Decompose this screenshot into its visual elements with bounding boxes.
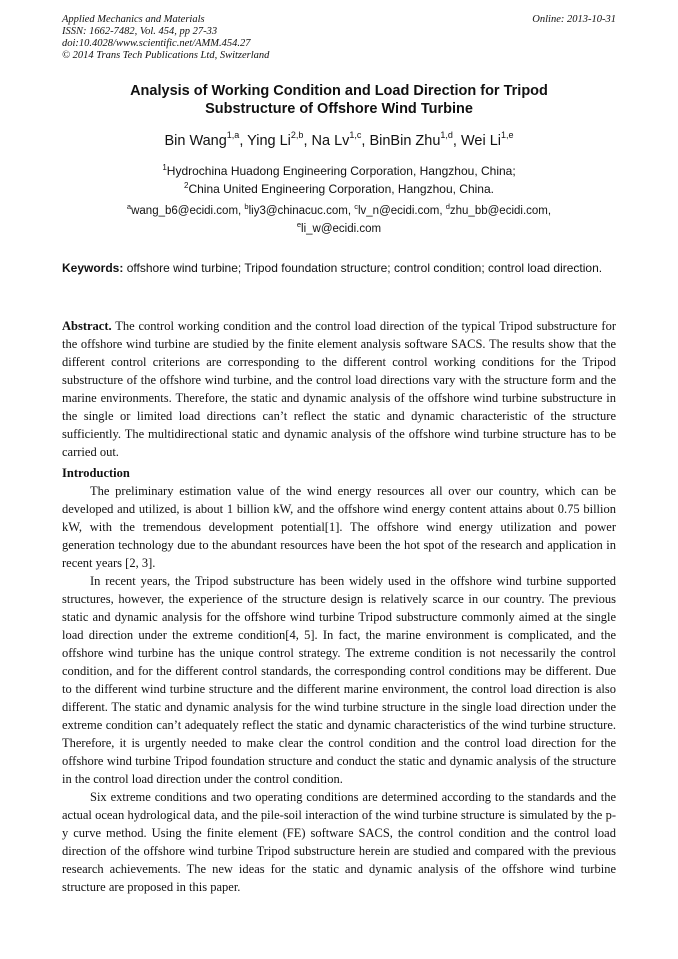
title-line-2: Substructure of Offshore Wind Turbine	[205, 101, 473, 117]
author: BinBin Zhu$^{1,d}$	[369, 130, 453, 149]
paragraph: In recent years, the Tripod substructure has been widely used in the offshore wind turbine supported structures, however, the experience of the structure design is relatively scarce in our country. The previous static and dynamic analysis for the offshore wind turbine Tripod substructure commonly aimed at the single load direction under the extreme condition[4, 5]. In fact, the marine environment is complicated, and the offshore wind turbine has the unique control strategy. The extreme condition is not necessarily the control condition, and for the different control standards, the corresponding control conditions may be different. Due to the different wind turbine structure and the different marine environment, the control load direction is also different. The static and dynamic analysis for the wind turbine structure in the single load direction under the extreme condition can’t adequately reflect the static and dynamic characteristics of the wind turbine structure. Therefore, it is urgently needed to make clear the control condition and the control load direction for the offshore wind turbine Tripod foundation structure and conduct the static and dynamic analysis of the structure in the control load direction under the control condition.	[62, 574, 616, 786]
email[interactable]: $^a$wang_b6@ecidi.com	[126, 202, 239, 217]
paper-title	[62, 82, 616, 118]
abstract-text: The control working condition and the control load direction of the typical Tripod substructure for the offshore wind turbine are studied by the finite element analysis software SACS. The results show that the different control criterions are corresponding to the different control working conditions for the Tripod substructure of the offshore wind turbine, and the control load directions vary with the structure form and the marine environments. Therefore, the static and dynamic analysis of the offshore wind turbine substructure in the single or limited load directions can’t reflect the static and dynamic characteristic of the structure sufficiently. The multidirectional static and dynamic analysis of the offshore wind turbine structure has to be carried out.	[62, 319, 616, 459]
affiliation: $^1$Hydrochina Huadong Engineering Corporation, Hangzhou, China;	[162, 163, 516, 178]
affiliation: $^2$China United Engineering Corporation, Hangzhou, China.	[184, 181, 494, 196]
doi-line[interactable]: doi:10.4028/www.scientific.net/AMM.454.27	[62, 38, 251, 49]
author: Na Lv$^{1,c}$	[311, 130, 362, 149]
author: Bin Wang$^{1,a}$	[164, 130, 240, 149]
author-emails	[62, 202, 616, 238]
title-line-1: Analysis of Working Condition and Load Direction for Tripod	[130, 83, 548, 99]
email[interactable]: $^c$lv_n@ecidi.com	[354, 202, 440, 217]
online-date: Online: 2013-10-31	[532, 14, 616, 25]
affiliations	[62, 162, 616, 198]
keywords	[62, 259, 616, 277]
abstract	[62, 317, 616, 461]
email[interactable]: $^d$zhu_bb@ecidi.com	[445, 202, 548, 217]
email-line	[62, 220, 616, 238]
abstract-label: Abstract.	[62, 319, 112, 333]
keywords-text: offshore wind turbine; Tripod foundation structure; control condition; control load direction.	[126, 261, 603, 275]
email[interactable]: $^b$liy3@chinacuc.com	[244, 202, 348, 217]
journal-header	[62, 14, 616, 62]
email-line: $^a$wang_b6@ecidi.com, $^b$liy3@chinacuc.com, $^c$lv_n@ecidi.com, $^d$zhu_bb@ecidi.com,	[126, 202, 552, 217]
introduction-section	[62, 464, 616, 896]
copyright-line: © 2014 Trans Tech Publications Ltd, Switzerland	[62, 50, 270, 61]
email[interactable]: $^e$li_w@ecidi.com	[296, 220, 382, 235]
keywords-label: Keywords:	[62, 261, 124, 275]
author: Ying Li$^{2,b}$	[247, 130, 304, 149]
author: Wei Li$^{1,e}$	[460, 130, 514, 149]
author-list: Bin Wang$^{1,a}$, Ying Li$^{2,b}$, Na Lv$^{1,c}$, BinBin Zhu$^{1,d}$, Wei Li$^{1,e}$	[164, 130, 514, 149]
journal-name: Applied Mechanics and Materials	[62, 14, 205, 25]
paragraph: The preliminary estimation value of the wind energy resources all over our country, which can be developed and utilized, is about 1 billion kW, and the offshore wind energy content attains about 0.75 billion kW, with the tremendous development potential[1]. The offshore wind energy utilization and power generation technology due to the abundant resources have been the hot spot of the research and application in recent years [2, 3].	[62, 484, 616, 570]
paragraph: Six extreme conditions and two operating conditions are determined according to the standards and the actual ocean hydrological data, and the pile-soil interaction of the wind turbine structure is simulated by the p-y curve method. Using the finite element (FE) software SACS, the control condition and the control load direction of the offshore wind turbine Tripod substructure herein are studied and compared with the previous research achievements. The new ideas for the static and dynamic analysis of the offshore wind turbine structure are proposed in this paper.	[62, 790, 616, 894]
section-heading: Introduction	[62, 466, 130, 480]
issn-line: ISSN: 1662-7482, Vol. 454, pp 27-33	[62, 26, 218, 37]
